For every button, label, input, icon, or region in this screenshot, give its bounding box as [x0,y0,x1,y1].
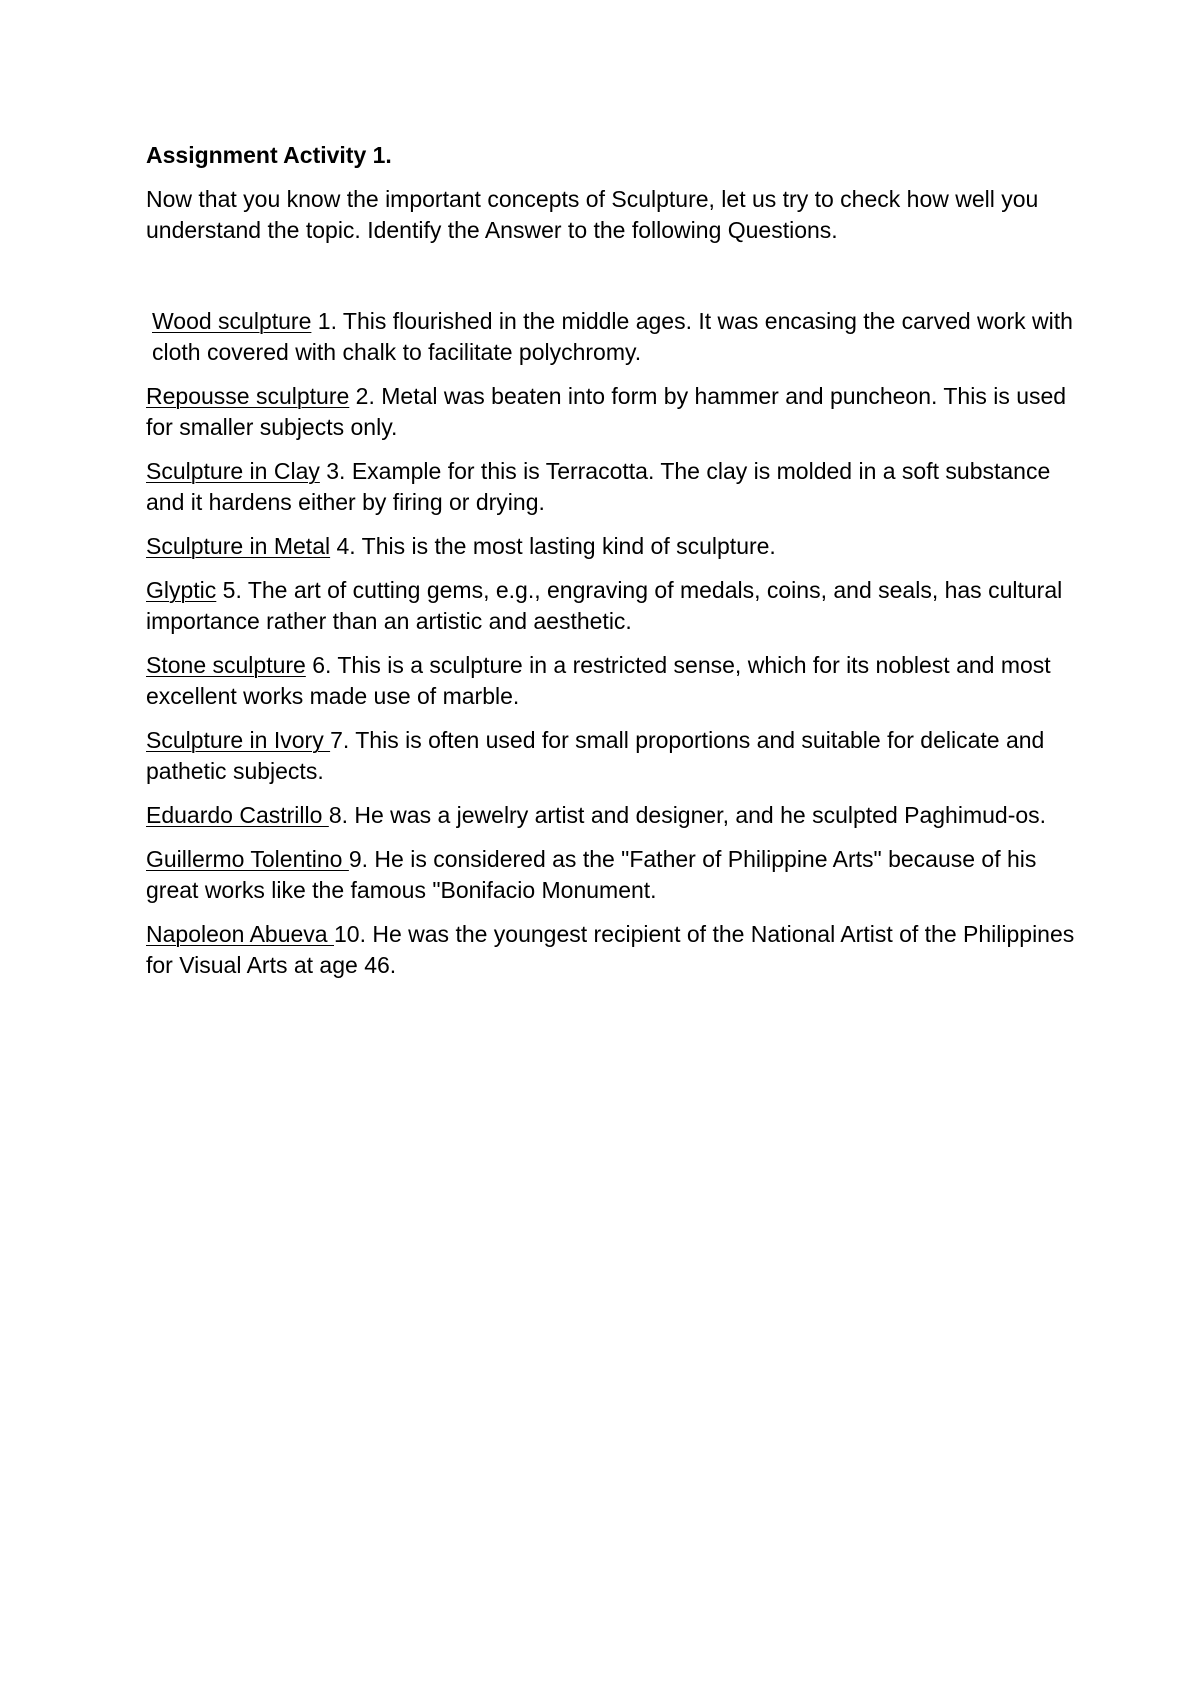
question-item-8 [146,800,1076,831]
answer-9: Guillermo Tolentino [146,846,349,872]
question-item-3 [146,456,1076,518]
question-list [146,306,1076,981]
question-item-5 [146,575,1076,637]
question-text-5: 5. The art of cutting gems, e.g., engraving of medals, coins, and seals, has cultural importance rather than an artistic and aesthetic. [146,577,1063,634]
question-item-4 [146,531,1076,562]
question-text-10: 10. He was the youngest recipient of the National Artist of the Philippines for Visual Arts at age 46. [146,921,1075,978]
answer-4: Sculpture in Metal [146,533,331,559]
question-item-6 [146,650,1076,712]
answer-2: Repousse sculpture [146,383,350,409]
question-text-8: 8. He was a jewelry artist and designer, and he sculpted Paghimud-os. [328,802,1047,828]
assignment-title: Assignment Activity 1. [146,142,392,168]
answer-1: Wood sculpture [152,308,312,334]
question-item-9 [146,844,1076,906]
question-item-2 [146,381,1076,443]
assignment-intro: Now that you know the important concepts of Sculpture, let us try to check how well you understand the topic. Identify the Answer to the following Questions. [146,186,1039,243]
question-text-1: 1. This flourished in the middle ages. It was encasing the carved work with cloth covered with chalk to facilitate polychromy. [152,308,1073,365]
document-page [146,140,1076,994]
question-text-9: 9. He is considered as the "Father of Philippine Arts" because of his great works like the famous "Bonifacio Monument. [146,846,1037,903]
answer-5: Glyptic [146,577,217,603]
question-item-10 [146,919,1076,981]
question-item-7 [146,725,1076,787]
question-text-3: 3. Example for this is Terracotta. The clay is molded in a soft substance and it hardens either by firing or drying. [146,458,1051,515]
answer-8: Eduardo Castrillo [146,802,329,828]
question-text-2: 2. Metal was beaten into form by hammer and puncheon. This is used for smaller subjects only. [146,383,1067,440]
answer-3: Sculpture in Clay [146,458,320,484]
question-text-7: 7. This is often used for small proportions and suitable for delicate and pathetic subjects. [146,727,1045,784]
answer-10: Napoleon Abueva [146,921,334,947]
question-text-4: 4. This is the most lasting kind of sculpture. [330,533,776,559]
question-item-1 [146,306,1076,368]
answer-7: Sculpture in Ivory [146,727,331,753]
answer-6: Stone sculpture [146,652,306,678]
question-text-6: 6. This is a sculpture in a restricted sense, which for its noblest and most excellent works made use of marble. [146,652,1051,709]
